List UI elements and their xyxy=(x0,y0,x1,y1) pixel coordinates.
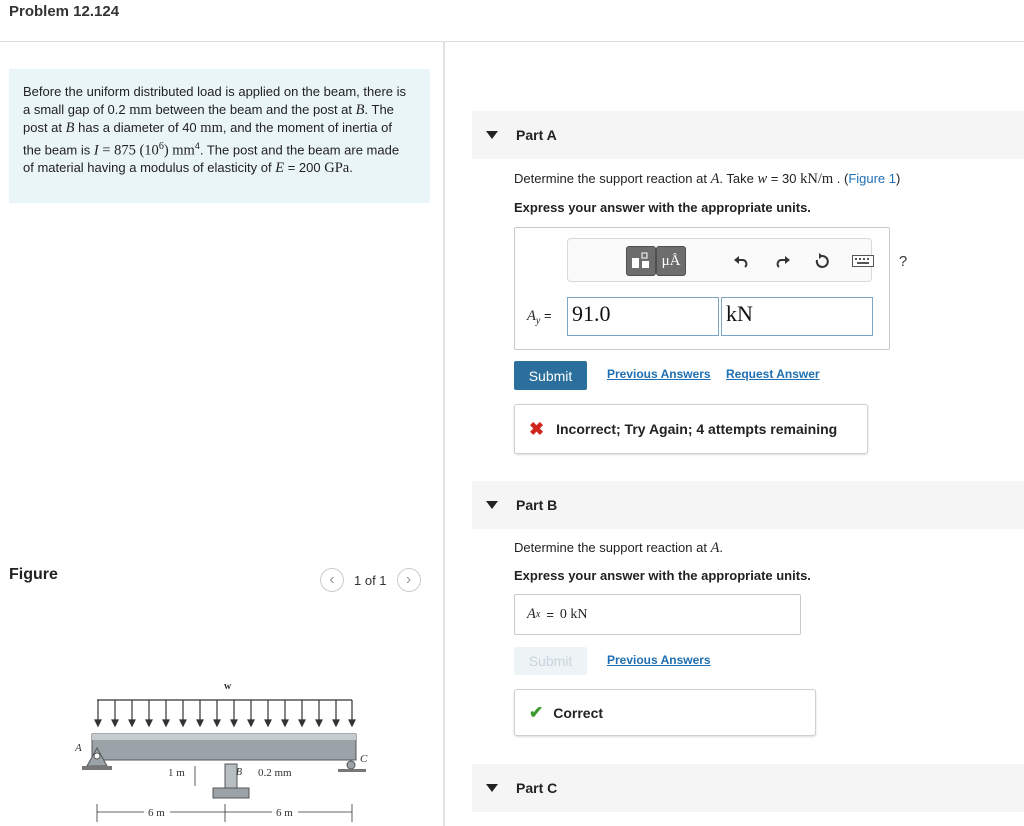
help-button[interactable]: ? xyxy=(898,252,908,270)
subscript-y: y xyxy=(535,315,541,327)
part-b-answer-display xyxy=(514,594,801,635)
column-divider xyxy=(443,41,445,826)
part-a-instruction: Express your answer with the appropriate units. xyxy=(514,200,811,215)
collapse-triangle-icon[interactable] xyxy=(486,501,498,509)
problem-text: . The post at xyxy=(23,102,394,135)
beam-diagram xyxy=(70,676,370,826)
problem-statement xyxy=(9,69,430,203)
symbol-B: B xyxy=(355,102,365,118)
correct-check-icon: ✔ xyxy=(529,702,544,722)
question-text: Determine the support reaction at xyxy=(514,540,707,555)
part-b-instruction: Express your answer with the appropriate units. xyxy=(514,568,811,583)
equals-sign: = xyxy=(543,308,552,323)
symbol-A: A xyxy=(527,606,536,622)
question-text: . xyxy=(719,540,724,555)
undo-icon[interactable] xyxy=(726,246,756,276)
inertia-value: = 875 (10 xyxy=(102,142,159,159)
label-6m-left: 6 m xyxy=(148,807,165,819)
keyboard-icon[interactable] xyxy=(848,246,878,276)
problem-text: . xyxy=(349,160,353,176)
part-c-label: Part C xyxy=(516,780,558,796)
reset-icon[interactable] xyxy=(807,246,837,276)
part-c-header[interactable] xyxy=(472,764,1024,812)
symbol-A: A xyxy=(710,540,720,556)
part-b-question xyxy=(514,540,723,557)
unit-mm: mm xyxy=(129,102,152,118)
part-b-submit-button: Submit xyxy=(514,647,587,675)
figure-link[interactable]: Figure 1 xyxy=(848,171,897,186)
label-1m: 1 m xyxy=(168,767,185,779)
modulus-value: 200 xyxy=(298,160,321,176)
symbol-w: w xyxy=(757,171,768,187)
feedback-text: Correct xyxy=(553,704,604,721)
question-text: . Take xyxy=(719,171,754,186)
subscript-x: x xyxy=(535,609,541,620)
distributed-load-arrows xyxy=(95,700,355,726)
symbol-A: A xyxy=(527,308,536,324)
equals-sign: = xyxy=(546,607,554,622)
question-text: . ( xyxy=(836,171,849,186)
problem-text: . The post and the beam are made of material having a modulus of elasticity of xyxy=(23,142,400,176)
unit-exponent: 4 xyxy=(194,141,200,151)
symbol-E: E xyxy=(275,160,285,177)
symbol-A: A xyxy=(710,171,720,187)
answer-value-input[interactable]: 91.0 xyxy=(567,297,719,336)
unit-mm: mm xyxy=(200,120,223,136)
inertia-exponent: 6 xyxy=(158,141,164,152)
label-B: B xyxy=(236,767,243,778)
question-text: Determine the support reaction at xyxy=(514,171,707,186)
unit-kn-per-m: kN/m xyxy=(800,171,834,187)
part-a-question xyxy=(514,171,900,188)
part-b-previous-answers-link[interactable]: Previous Answers xyxy=(607,653,711,667)
problem-text: , and the moment of inertia of the beam is xyxy=(23,120,392,158)
units-button[interactable]: μÅ xyxy=(656,246,686,276)
math-toolbar xyxy=(567,238,908,282)
answer-unit-input[interactable]: kN xyxy=(721,297,873,336)
figure-pager xyxy=(320,568,421,592)
inertia-paren: ) xyxy=(163,142,169,159)
answer-value: 0 kN xyxy=(559,606,588,622)
problem-text: between the beam and the post at xyxy=(155,102,353,117)
pager-text: 1 of 1 xyxy=(354,572,387,588)
unit-gpa: GPa xyxy=(324,160,350,177)
redo-icon[interactable] xyxy=(768,246,798,276)
symbol-I: I xyxy=(93,142,99,159)
header-divider xyxy=(0,41,1024,42)
symbol-B: B xyxy=(65,120,75,136)
label-6m-right: 6 m xyxy=(276,807,293,819)
chevron-right-icon[interactable]: › xyxy=(397,568,421,592)
equals-sign: = xyxy=(287,160,296,176)
part-b-label: Part B xyxy=(516,497,558,513)
roller-support-C xyxy=(347,761,355,769)
part-b-header[interactable] xyxy=(472,481,1024,529)
part-a-submit-button[interactable]: Submit xyxy=(514,361,587,390)
request-answer-link[interactable]: Request Answer xyxy=(726,367,820,381)
collapse-triangle-icon[interactable] xyxy=(486,784,498,792)
problem-title: Problem 12.124 xyxy=(9,3,120,20)
part-a-header[interactable] xyxy=(472,111,1024,159)
part-a-previous-answers-link[interactable]: Previous Answers xyxy=(607,367,711,381)
problem-text: Before the uniform distributed load is applied on the beam, there is a small gap of 0.2 xyxy=(23,84,407,117)
answer-label xyxy=(527,308,552,327)
label-A: A xyxy=(75,742,82,754)
question-text: = 30 xyxy=(770,171,797,186)
incorrect-x-icon: ✖ xyxy=(529,418,545,439)
problem-text: has a diameter of 40 xyxy=(78,120,197,135)
load-label-w: w xyxy=(224,681,232,692)
unit-mm: mm xyxy=(172,142,195,159)
figure-label: Figure xyxy=(9,566,58,583)
part-b-feedback xyxy=(514,689,816,736)
question-text: ) xyxy=(896,171,901,186)
templates-icon[interactable] xyxy=(626,246,656,276)
part-a-feedback xyxy=(514,404,868,454)
label-gap: 0.2 mm xyxy=(258,767,292,779)
label-C: C xyxy=(360,753,368,765)
collapse-triangle-icon[interactable] xyxy=(486,131,498,139)
part-a-label: Part A xyxy=(516,127,557,143)
chevron-left-icon[interactable]: ‹ xyxy=(320,568,344,592)
feedback-text: Incorrect; Try Again; 4 attempts remaining xyxy=(556,421,838,437)
part-a-answer-panel xyxy=(514,227,908,350)
